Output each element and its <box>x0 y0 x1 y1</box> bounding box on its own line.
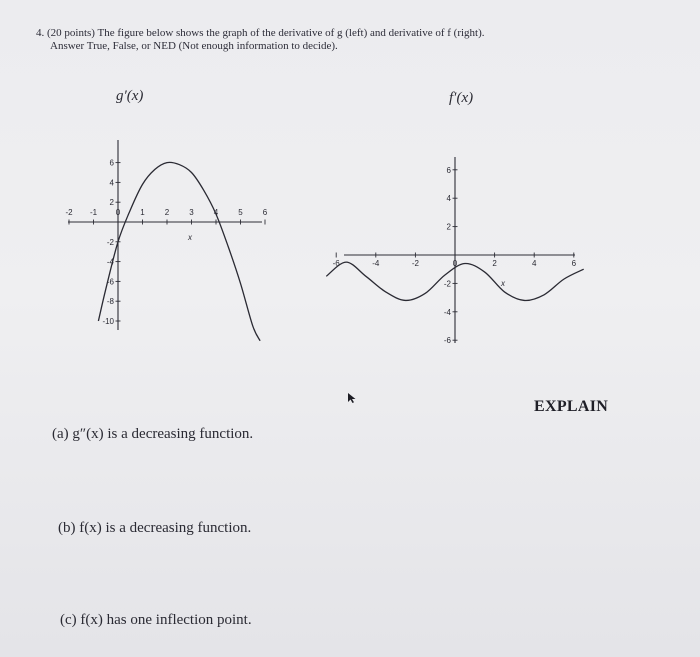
x-tick-label: 6 <box>571 259 577 268</box>
y-tick-label: -6 <box>443 336 451 346</box>
question-part-c: (c) f(x) has one inflection point. <box>60 612 252 628</box>
y-tick-label: 6 <box>446 165 451 175</box>
x-tick-label: 2 <box>164 208 170 217</box>
x-tick-label: 4 <box>213 208 219 217</box>
x-tick-label: -2 <box>65 208 73 217</box>
y-tick-label: -4 <box>106 257 114 267</box>
x-tick-label: -1 <box>89 208 98 217</box>
x-tick-label: 0 <box>452 259 458 268</box>
f-prime-chart <box>326 157 583 345</box>
curve-line <box>98 162 260 340</box>
y-tick-label: 2 <box>446 222 451 232</box>
g-prime-chart <box>65 140 267 341</box>
f-prime-graph-title: f′(x) <box>449 90 474 106</box>
y-tick-label: -6 <box>106 277 114 287</box>
explain-heading: EXPLAIN <box>534 398 609 415</box>
g-prime-graph-title: g′(x) <box>116 88 144 104</box>
x-tick-label: 1 <box>140 208 145 217</box>
x-tick-label: 2 <box>492 259 497 268</box>
x-tick-label: -2 <box>411 259 419 268</box>
question-part-a: (a) g″(x) is a decreasing function. <box>52 426 254 442</box>
x-tick-label: -4 <box>372 259 380 268</box>
y-tick-label: -10 <box>102 317 114 326</box>
x-tick-label: -6 <box>332 259 340 268</box>
y-tick-label: 6 <box>109 158 114 168</box>
y-tick-label: -8 <box>106 297 114 307</box>
x-tick-label: 3 <box>189 208 194 217</box>
y-tick-label: 4 <box>109 178 114 188</box>
x-tick-label: 5 <box>238 208 243 217</box>
y-tick-label: -4 <box>443 307 451 317</box>
y-tick-label: 4 <box>446 194 451 204</box>
x-tick-label: 0 <box>115 208 121 217</box>
x-tick-label: 4 <box>531 259 537 268</box>
problem-instructions: Answer True, False, or NED (Not enough information to decide). <box>50 40 338 52</box>
y-tick-label: 2 <box>109 198 114 208</box>
y-tick-label: -2 <box>443 279 451 289</box>
problem-statement: 4. (20 points) The figure below shows the graph of the derivative of g (left) and derivative of f (right). <box>36 27 485 39</box>
x-tick-label: 6 <box>262 208 268 217</box>
mouse-cursor-icon <box>347 391 357 409</box>
x-axis-name: x <box>188 233 192 242</box>
y-tick-label: -2 <box>106 237 114 247</box>
x-axis-name: x <box>501 279 505 288</box>
question-part-b: (b) f(x) is a decreasing function. <box>58 520 252 536</box>
